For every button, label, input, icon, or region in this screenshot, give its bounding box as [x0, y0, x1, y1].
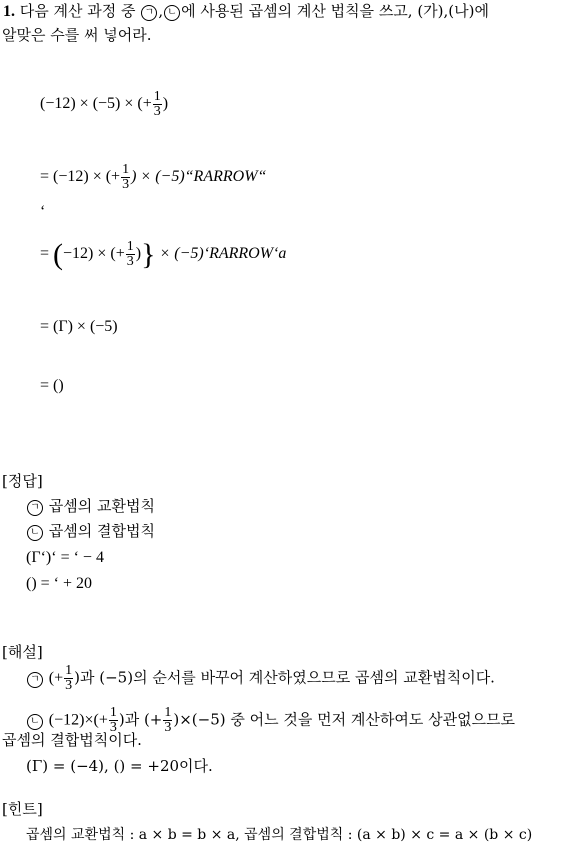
answer-2-text: 곱셈의 결합법칙 — [48, 522, 155, 540]
step-2-rest: ) × (−5)“RARROW“ — [131, 168, 267, 186]
fraction-numerator: 1 — [122, 162, 130, 177]
step-1-expr: (−12) × (−5) × (+ — [40, 95, 152, 113]
fraction-numerator: 1 — [164, 705, 172, 720]
step-2 — [40, 163, 266, 192]
fraction — [163, 706, 172, 735]
circled-nieun-icon: ㄴ — [27, 525, 43, 541]
step-4: = (Γ) × (−5) — [40, 318, 118, 335]
fraction — [121, 163, 130, 192]
question-number: 1. — [3, 3, 15, 20]
fraction-denominator: 3 — [126, 254, 134, 269]
fraction-numerator: 1 — [126, 239, 134, 254]
fraction-denominator: 3 — [164, 720, 172, 735]
circled-nieun-icon: ㄴ — [27, 714, 43, 730]
answer-4: () = ‘ + 20 — [26, 575, 93, 592]
step-2-quote: ‘ — [40, 203, 46, 220]
big-left-paren: ( — [53, 238, 64, 272]
fraction-numerator: 1 — [109, 705, 117, 720]
explanation-1 — [26, 664, 495, 693]
answer-2 — [26, 522, 155, 541]
fraction — [126, 240, 135, 269]
question-text-post: 에 사용된 곱셈의 계산 법칙을 쓰고, (가),(나)에 — [181, 2, 489, 20]
fraction-denominator: 3 — [153, 104, 161, 119]
step-5: = () — [40, 377, 64, 394]
step-2-expr: = (−12) × (+ — [40, 168, 121, 186]
hint-header: [힌트] — [2, 800, 43, 818]
fraction-numerator: 1 — [65, 663, 73, 678]
explanation-3: (Γ) = (−4), () = +20이다. — [26, 757, 213, 775]
explanation-1-b: )과 (−5)의 순서를 바꾸어 계산하였으므로 곱셈의 교환법칙이다. — [74, 668, 495, 687]
step-3-eq: = — [40, 245, 50, 263]
explanation-2-c: )×(−5) 중 어느 것을 먼저 계산하여도 상관없으므로 — [173, 710, 516, 729]
fraction-denominator: 3 — [122, 177, 130, 192]
step-1-close: ) — [162, 95, 169, 113]
fraction — [153, 90, 162, 119]
step-3-rest: × (−5)‘RARROW‘a — [159, 245, 287, 263]
explanation-header: [해설] — [2, 643, 43, 661]
explanation-2-b: )과 (+ — [118, 710, 163, 729]
hint-text: 곱셈의 교환법칙 : a × b = b × a, 곱셈의 결합법칙 : (a × b) × c = a × (b × c) — [26, 827, 533, 843]
big-right-brace: } — [141, 238, 156, 272]
answer-1-text: 곱셈의 교환법칙 — [48, 497, 155, 515]
circled-giyeok-icon: ㄱ — [27, 672, 43, 688]
answer-header: [정답] — [2, 472, 43, 490]
step-3-expr: −12) × (+ — [63, 245, 125, 263]
question-line-2: 알맞은 수를 써 넣어라. — [2, 26, 152, 44]
step-1 — [40, 90, 168, 119]
explanation-2-a: (−12)×(+ — [48, 711, 108, 729]
circled-giyeok-icon: ㄱ — [27, 500, 43, 516]
step-3-close: ) — [135, 245, 142, 263]
question-text-pre: 다음 계산 과정 중 — [19, 2, 136, 20]
fraction-denominator: 3 — [109, 720, 117, 735]
circled-giyeok-icon: ㄱ — [141, 5, 157, 21]
answer-3: (Γ‘)‘ = ‘ − 4 — [26, 549, 104, 566]
answer-1 — [26, 497, 155, 516]
step-3 — [40, 238, 287, 272]
explanation-1-a: (+ — [48, 669, 64, 687]
fraction-numerator: 1 — [153, 89, 161, 104]
fraction — [64, 664, 73, 693]
fraction-denominator: 3 — [65, 678, 73, 693]
explanation-2-cont: 곱셈의 결합법칙이다. — [2, 731, 142, 749]
question-line-1: 1. 다음 계산 과정 중 ㄱ , ㄴ 에 사용된 곱셈의 계산 법칙을 쓰고, (가),(나)에 — [3, 2, 489, 20]
circled-nieun-icon: ㄴ — [164, 5, 180, 21]
